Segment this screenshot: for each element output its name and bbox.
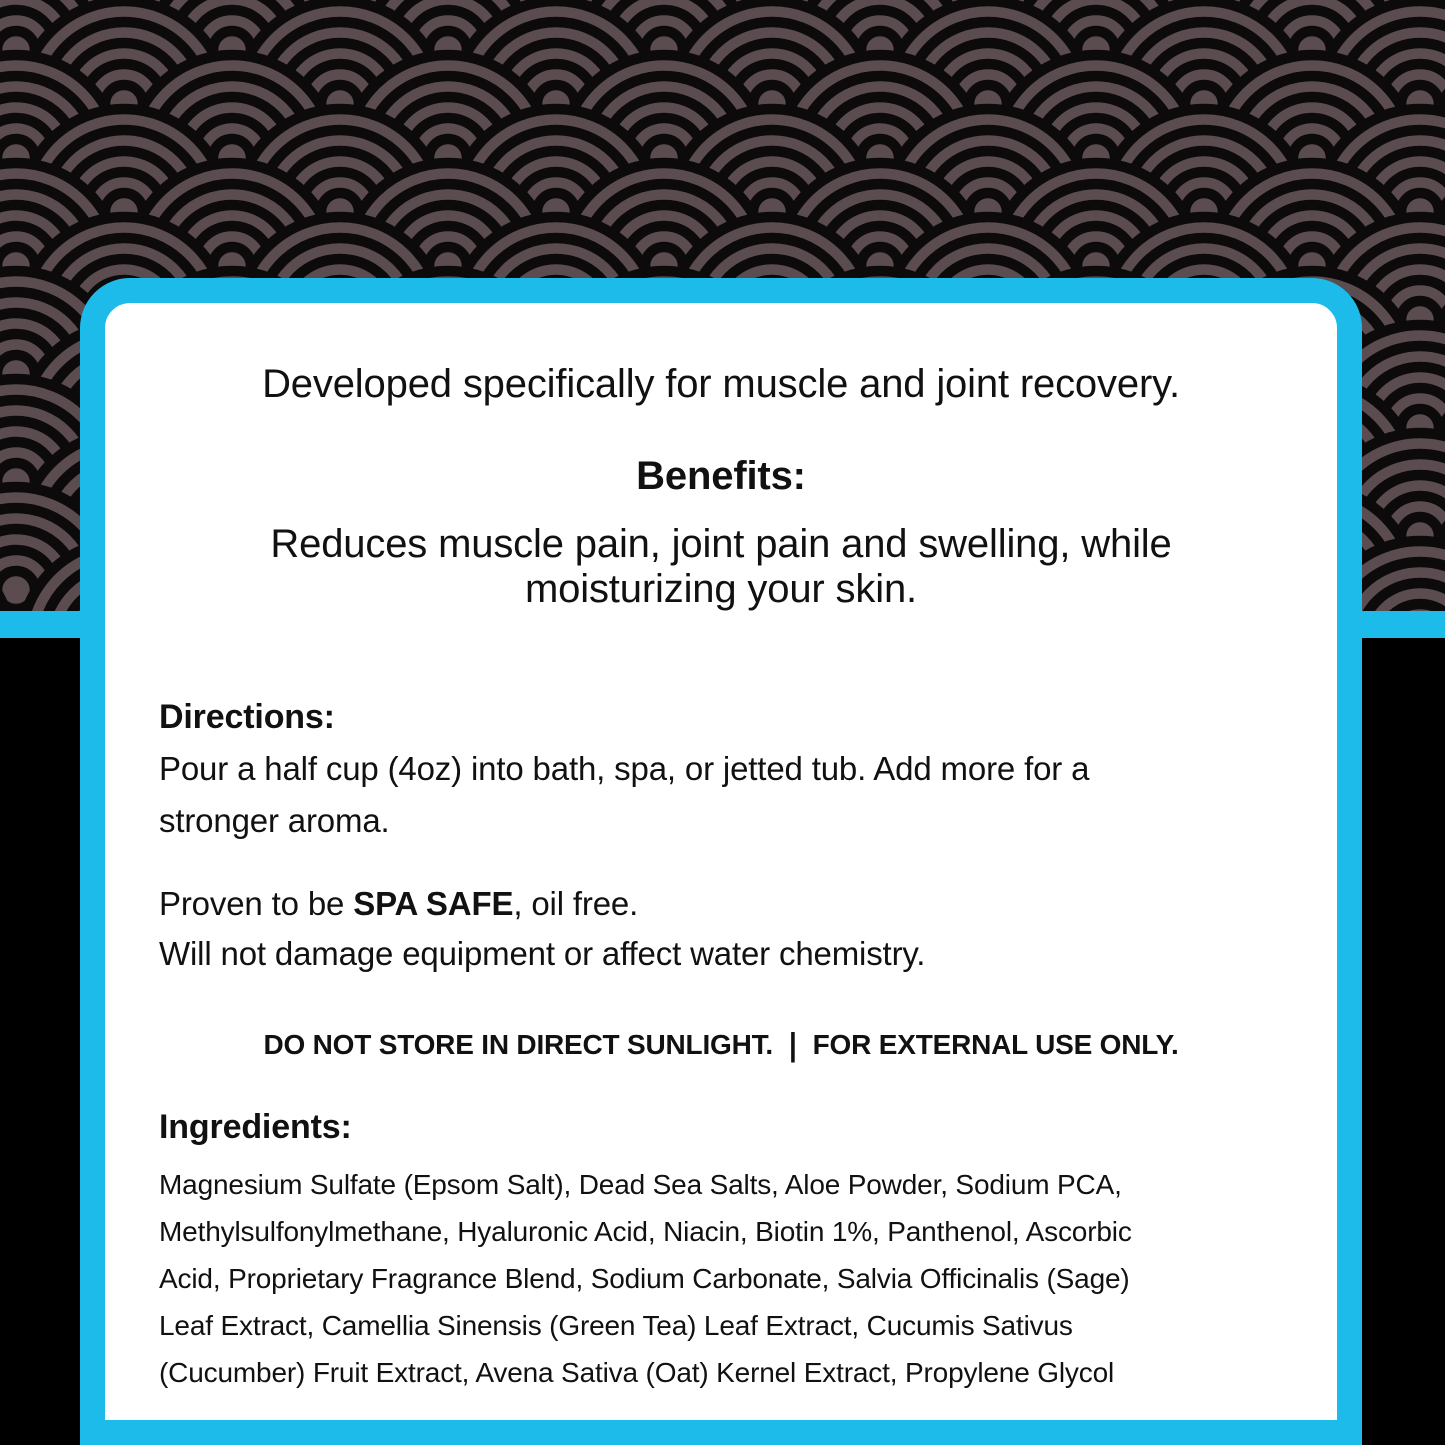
warning-external: FOR EXTERNAL USE ONLY. — [812, 1029, 1179, 1060]
ingredients-line-3: Acid, Proprietary Fragrance Blend, Sodium Carbonate, Salvia Officinalis (Sage) — [159, 1263, 1130, 1294]
directions-text-line-2: stronger aroma. — [159, 802, 390, 839]
ingredients-line-2: Methylsulfonylmethane, Hyaluronic Acid, Niacin, Biotin 1%, Panthenol, Ascorbic — [159, 1216, 1132, 1247]
spa-safe-line-2: Will not damage equipment or affect water chemistry. — [159, 935, 926, 972]
ingredients-line-1: Magnesium Sulfate (Epsom Salt), Dead Sea Salts, Aloe Powder, Sodium PCA, — [159, 1169, 1122, 1200]
directions-text — [159, 743, 1283, 847]
ingredients-line-4: Leaf Extract, Camellia Sinensis (Green Tea) Leaf Extract, Cucumis Sativus — [159, 1310, 1073, 1341]
spa-safe-line-1 — [159, 879, 1283, 929]
directions-text-line-1: Pour a half cup (4oz) into bath, spa, or jetted tub. Add more for a — [159, 750, 1090, 787]
benefits-text — [159, 522, 1283, 612]
spa-safe-suffix: , oil free. — [513, 885, 639, 922]
benefits-text-line-2: moisturizing your skin. — [524, 567, 917, 611]
directions-heading: Directions: — [159, 698, 335, 736]
info-card — [80, 278, 1362, 1445]
benefits-text-line-1: Reduces muscle pain, joint pain and swelling, while — [270, 522, 1172, 566]
spa-safe-text — [159, 879, 1283, 979]
warning-separator: | — [789, 1026, 797, 1063]
tagline: Developed specifically for muscle and joint recovery. — [262, 362, 1180, 406]
info-card-content — [105, 303, 1337, 1420]
benefits-heading: Benefits: — [636, 454, 806, 498]
ingredients-line-5: (Cucumber) Fruit Extract, Avena Sativa (Oat) Kernel Extract, Propylene Glycol — [159, 1357, 1115, 1388]
spa-safe-prefix: Proven to be — [159, 885, 354, 922]
spa-safe-bold: SPA SAFE — [353, 885, 514, 922]
warning-storage: DO NOT STORE IN DIRECT SUNLIGHT. — [263, 1029, 774, 1060]
ingredients-list — [159, 1161, 1283, 1396]
ingredients-heading: Ingredients: — [159, 1108, 352, 1146]
warning-line — [159, 1025, 1283, 1065]
